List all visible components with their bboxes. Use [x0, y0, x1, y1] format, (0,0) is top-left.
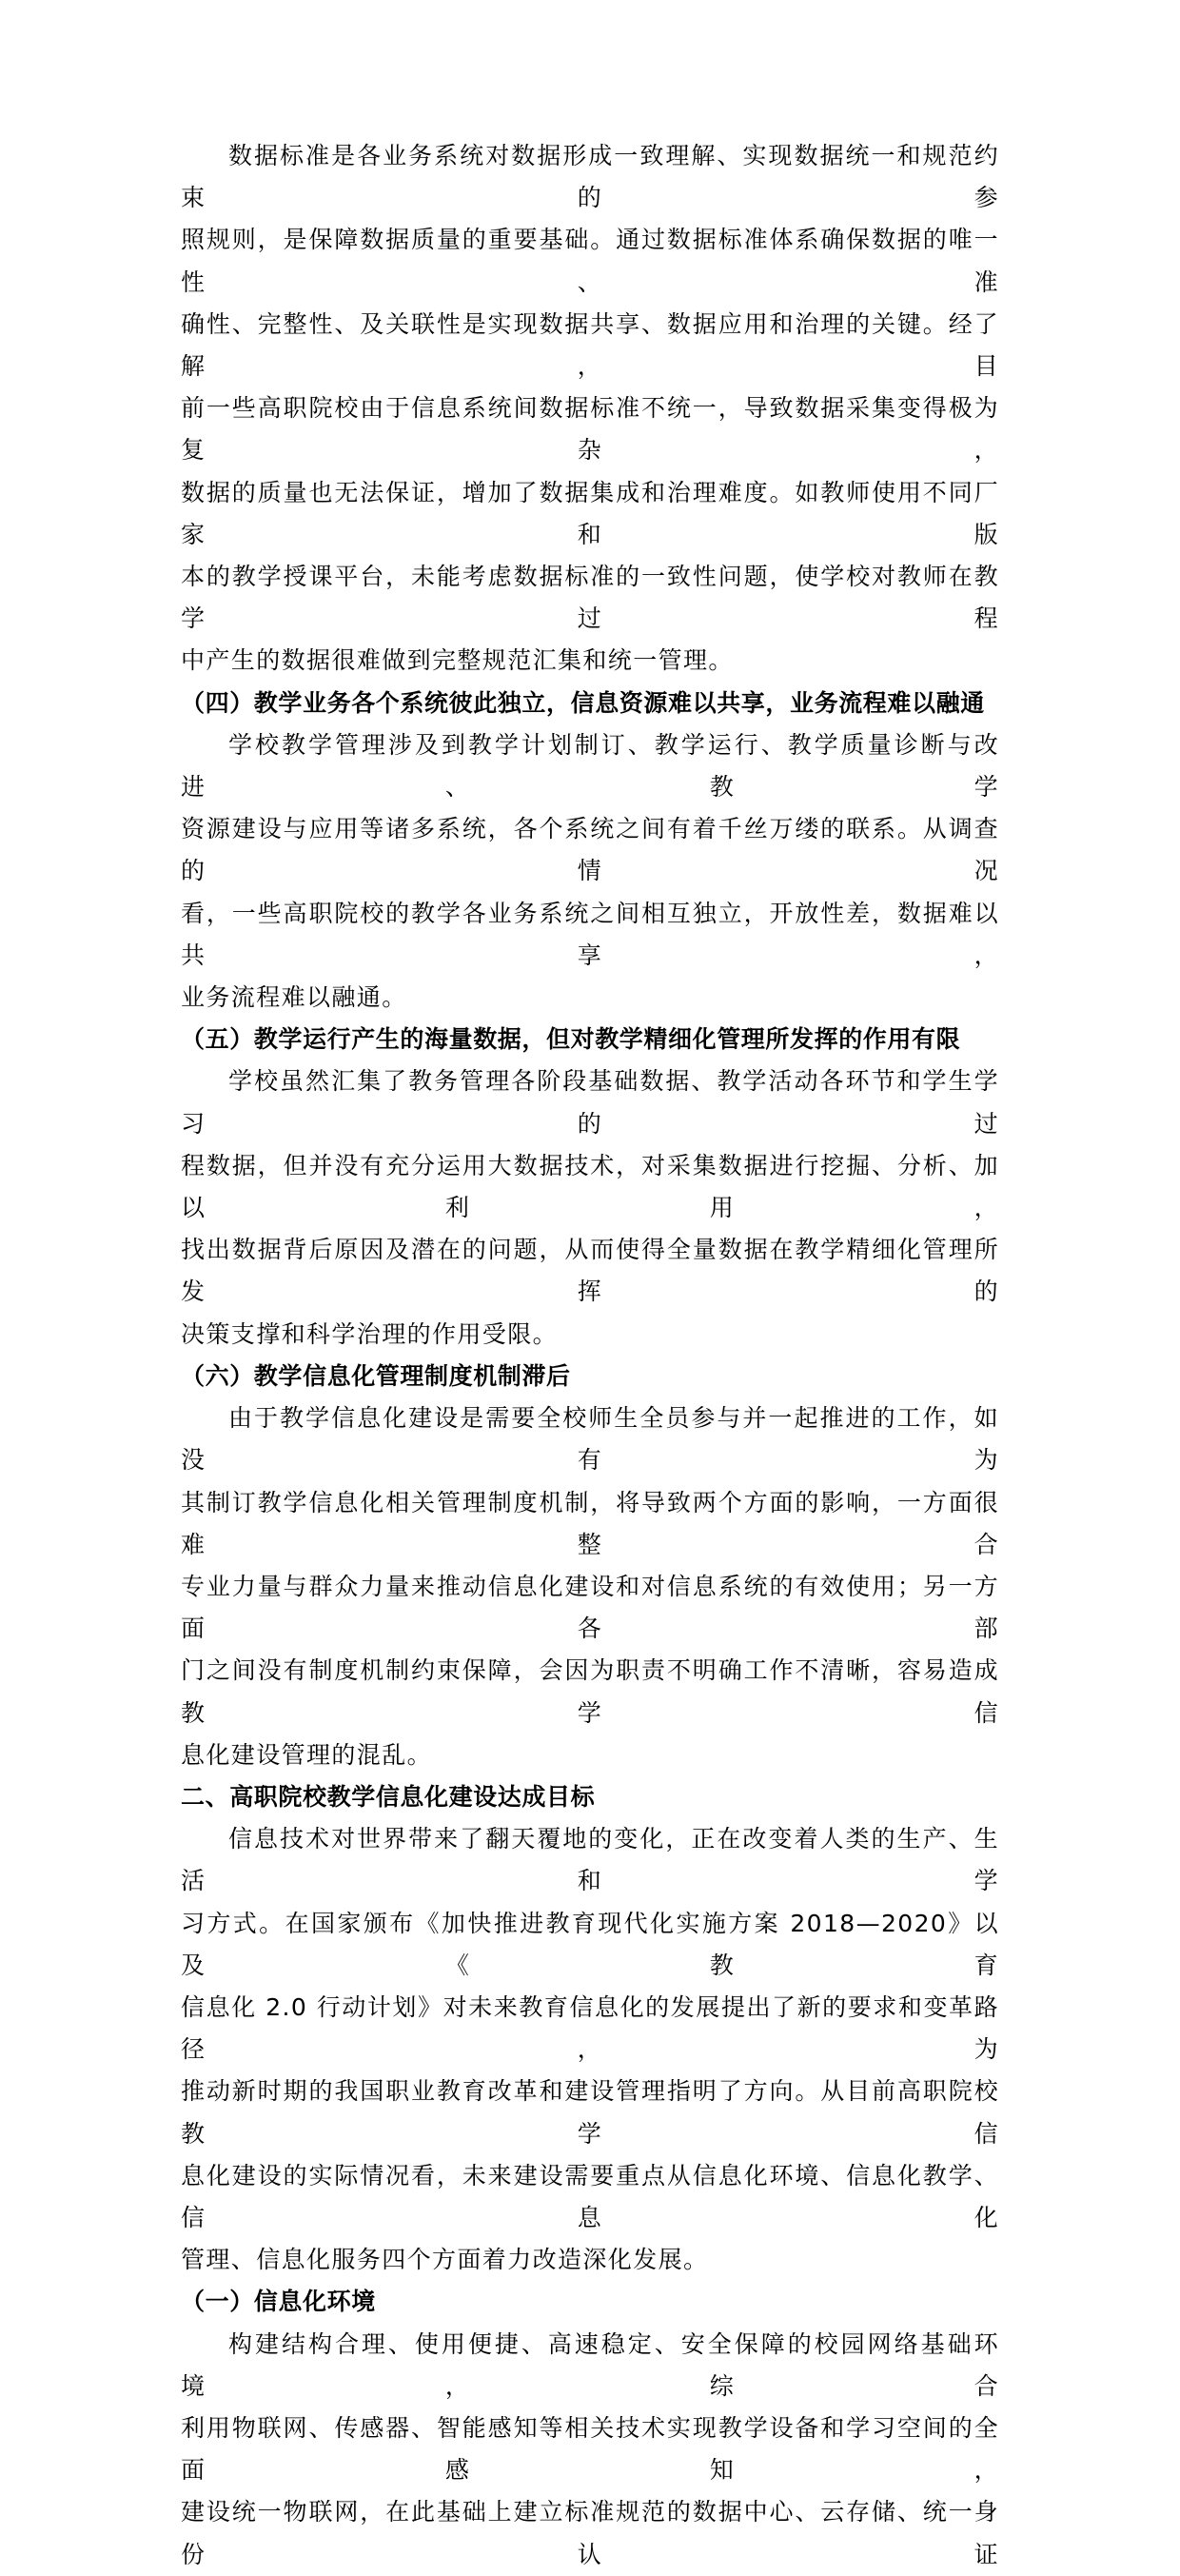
text-line: 资源建设与应用等诸多系统，各个系统之间有着千丝万缕的联系。从调查的情况	[181, 815, 999, 885]
text-line: 管理、信息化服务四个方面着力改造深化发展。	[181, 2246, 709, 2274]
paragraph-massive-data	[181, 1060, 999, 1355]
text-line: 习方式。在国家颁布《加快推进教育现代化实施方案 2018—2020》以及《教育	[181, 1909, 999, 1979]
text-line: 业务流程难以融通。	[181, 983, 407, 1012]
text-line: 息化建设管理的混乱。	[181, 1740, 433, 1769]
text-line: 利用物联网、传感器、智能感知等相关技术实现教学设备和学习空间的全面感知，	[181, 2413, 999, 2485]
text-line: 程数据，但并没有充分运用大数据技术，对采集数据进行挖掘、分析、加以利用，	[181, 1151, 999, 1222]
text-line: 决策支撑和科学治理的作用受限。	[181, 1319, 559, 1348]
heading-section-5: （五）教学运行产生的海量数据，但对教学精细化管理所发挥的作用有限	[181, 1025, 961, 1054]
text-line: 确性、完整性、及关联性是实现数据共享、数据应用和治理的关键。经了解，目	[181, 309, 999, 381]
text-line: 学校虽然汇集了教务管理各阶段基础数据、教学活动各环节和学生学习的过	[181, 1067, 999, 1138]
text-line: 由于教学信息化建设是需要全校师生全员参与并一起推进的工作，如没有为	[181, 1404, 999, 1475]
heading-subsection-1: （一）信息化环境	[181, 2288, 376, 2316]
text-line: 门之间没有制度机制约束保障，会因为职责不明确工作不清晰，容易造成教学信	[181, 1656, 999, 1727]
text-line: 建设统一物联网，在此基础上建立标准规范的数据中心、云存储、统一身份认证	[181, 2498, 999, 2568]
paragraph-teaching-systems	[181, 724, 999, 1019]
text-line: 信息技术对世界带来了翻天覆地的变化，正在改变着人类的生产、生活和学	[181, 1825, 999, 1895]
text-line: 其制订教学信息化相关管理制度机制，将导致两个方面的影响，一方面很难整合	[181, 1488, 999, 1558]
heading-part-2: 二、高职院校教学信息化建设达成目标	[181, 1782, 596, 1811]
paragraph-data-standards	[181, 135, 999, 683]
text-line: 推动新时期的我国职业教育改革和建设管理指明了方向。从目前高职院校教学信	[181, 2077, 999, 2148]
text-line: 构建结构合理、使用便捷、高速稳定、安全保障的校园网络基础环境，综合	[181, 2329, 999, 2400]
paragraph-information-technology	[181, 1818, 999, 2281]
heading-section-6: （六）教学信息化管理制度机制滞后	[181, 1361, 571, 1390]
text-line: 本的教学授课平台，未能考虑数据标准的一致性问题，使学校对教师在教学过程	[181, 563, 999, 633]
text-line: 照规则，是保障数据质量的重要基础。通过数据标准体系确保数据的唯一性、准	[181, 226, 999, 296]
text-line: 看，一些高职院校的教学各业务系统之间相互独立，开放性差，数据难以共享，	[181, 899, 999, 969]
text-line: 找出数据背后原因及潜在的问题，从而使得全量数据在教学精细化管理所发挥的	[181, 1236, 999, 1306]
text-line: 学校教学管理涉及到教学计划制订、教学运行、教学质量诊断与改进、教学	[181, 730, 999, 802]
heading-section-4: （四）教学业务各个系统彼此独立，信息资源难以共享，业务流程难以融通	[181, 688, 985, 717]
text-line: 数据标准是各业务系统对数据形成一致理解、实现数据统一和规范约束的参	[181, 142, 999, 212]
text-line: 专业力量与群众力量来推动信息化建设和对信息系统的有效使用；另一方面各部	[181, 1572, 999, 1643]
text-line: 息化建设的实际情况看，未来建设需要重点从信息化环境、信息化教学、信息化	[181, 2161, 999, 2231]
text-line: 前一些高职院校由于信息系统间数据标准不统一，导致数据采集变得极为复杂，	[181, 394, 999, 465]
text-line: 中产生的数据很难做到完整规范汇集和统一管理。	[181, 646, 734, 675]
paragraph-management-system	[181, 1397, 999, 1776]
text-line: 信息化 2.0 行动计划》对未来教育信息化的发展提出了新的要求和变革路径，为	[181, 1992, 999, 2064]
paragraph-information-environment	[181, 2324, 999, 2576]
text-line: 数据的质量也无法保证，增加了数据集成和治理难度。如教师使用不同厂家和版	[181, 478, 999, 548]
document-page	[181, 135, 999, 2576]
